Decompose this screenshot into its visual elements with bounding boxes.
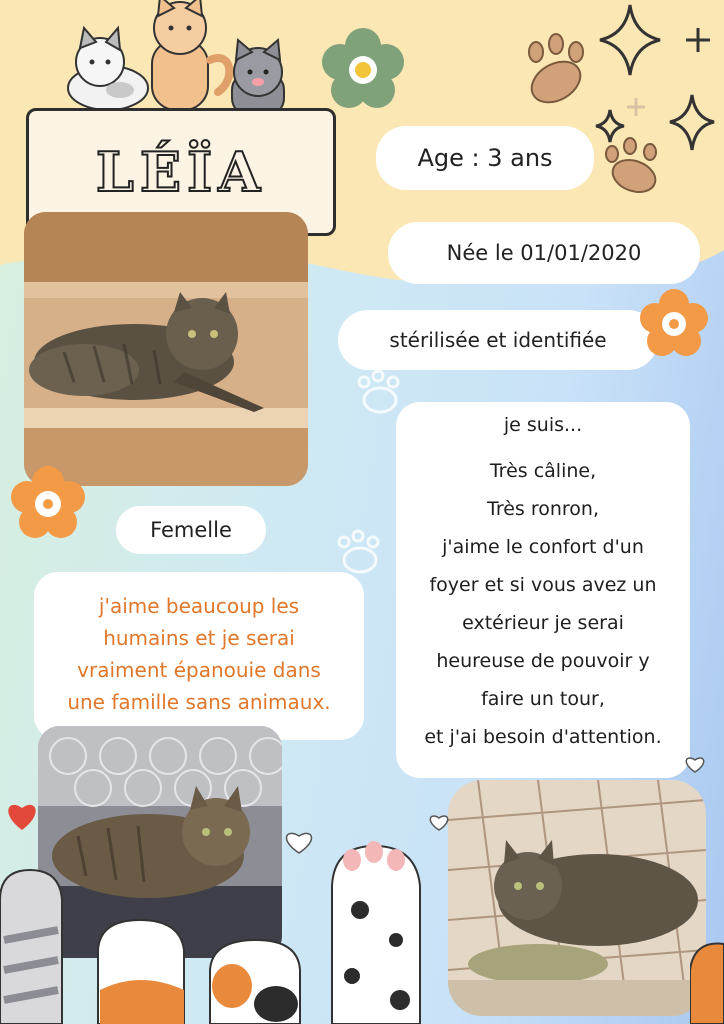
cat-photo-rug (448, 780, 706, 1016)
personality-line: Très câline, (489, 460, 597, 482)
cat-name: LÉÏA (95, 140, 267, 204)
cat-photo-stairs (24, 212, 308, 486)
sex-text: Femelle (150, 518, 232, 542)
personality-line: faire un tour, (481, 688, 605, 710)
note-text (34, 590, 364, 718)
birth-date-label (388, 222, 700, 284)
personality-line: extérieur je serai (462, 612, 624, 634)
personality-line: foyer et si vous avez un (429, 574, 657, 596)
note-line: humains et je serai (103, 626, 295, 650)
personality-line: Très ronron, (487, 498, 599, 520)
flower-icon (318, 22, 408, 118)
personality-intro: je suis... (503, 414, 583, 436)
cat-paw-illustration (690, 940, 724, 1024)
age-text: Age : 3 ans (417, 144, 553, 172)
heart-icon (684, 754, 706, 774)
cat-illustration (60, 0, 300, 118)
note-line: une famille sans animaux. (67, 690, 331, 714)
personality-line: et j'ai besoin d'attention. (424, 726, 662, 748)
sparkle-icon (596, 5, 714, 150)
sex-label (116, 506, 266, 554)
age-label (376, 126, 594, 190)
status-label (338, 310, 658, 370)
birth-date-text: Née le 01/01/2020 (446, 241, 642, 265)
note-line: vraiment épanouie dans (77, 658, 321, 682)
status-text: stérilisée et identifiée (389, 328, 607, 352)
note-line: j'aime beaucoup les (98, 594, 300, 618)
personality-line: j'aime le confort d'un (442, 536, 644, 558)
personality-card (396, 402, 690, 778)
flower-icon (8, 460, 88, 546)
cat-paw-illustration (0, 790, 460, 1024)
personality-line: heureuse de pouvoir y (436, 650, 650, 672)
flower-icon (636, 284, 712, 364)
